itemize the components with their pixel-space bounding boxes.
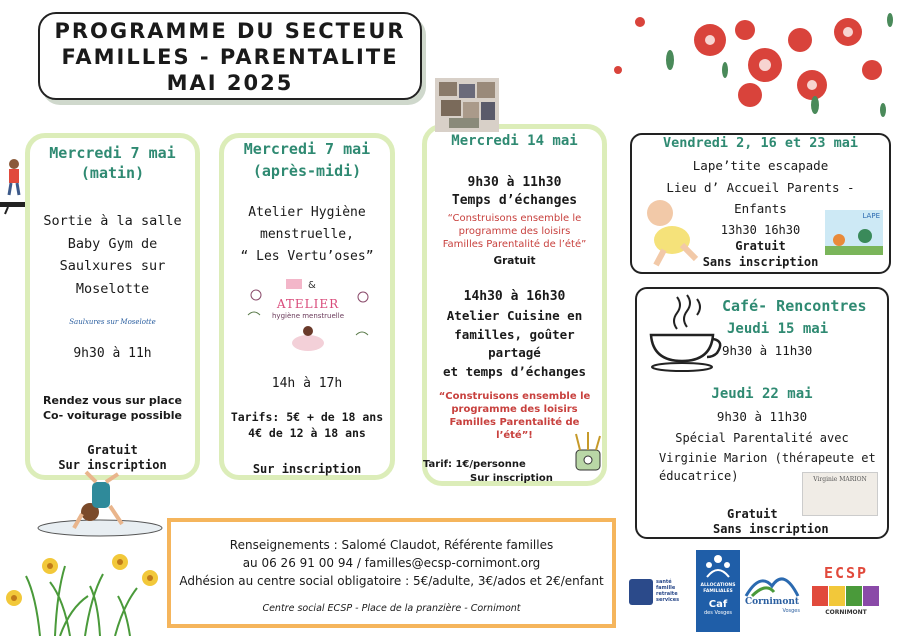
caf-family-icon bbox=[703, 553, 733, 579]
saulxures-logo: Saulxures sur Moselotte bbox=[69, 318, 156, 326]
atelier-poster bbox=[238, 275, 378, 355]
msa-mark bbox=[629, 579, 653, 605]
caf-logo bbox=[696, 550, 740, 632]
title-line-3: MAI 2025 bbox=[166, 71, 294, 95]
ecsp-title: ECSP bbox=[823, 564, 869, 582]
cornimont-mountains-icon bbox=[744, 570, 800, 598]
info-line3: Adhésion au centre social obligatoire : 5€/adulte, 3€/ados et 2€/enfant bbox=[179, 574, 604, 588]
card2-tarif2: 4€ de 12 à 18 ans bbox=[248, 426, 366, 440]
title-line-1: PROGRAMME DU SECTEUR bbox=[54, 19, 406, 43]
card1-registration: Sur inscription bbox=[58, 458, 167, 472]
quote-line: programme des loisirs bbox=[458, 226, 571, 237]
laep-registration: Sans inscription bbox=[702, 255, 819, 269]
flowers-decoration bbox=[600, 0, 900, 125]
baby-illustration bbox=[642, 195, 702, 270]
coffee-cup-icon bbox=[647, 293, 727, 373]
cafe-day1: Jeudi 15 mai bbox=[727, 321, 829, 337]
caf-name: Caf bbox=[708, 599, 728, 610]
ecsp-sub: CORNIMONT bbox=[825, 609, 867, 616]
laep-desc2: Enfants bbox=[734, 201, 787, 216]
card1-activity-line: Moselotte bbox=[75, 280, 150, 297]
cafe-special1: Spécial Parentalité avec bbox=[675, 431, 849, 445]
cafe-special3: éducatrice) bbox=[659, 469, 739, 483]
business-card-image bbox=[802, 472, 878, 516]
lape-logo bbox=[825, 210, 883, 255]
cornimont-name: Cornimont bbox=[744, 597, 800, 607]
card2-activity-line: Atelier Hygiène bbox=[248, 205, 366, 220]
msa-text bbox=[656, 579, 679, 603]
card1-day: Mercredi 7 mai bbox=[49, 144, 176, 162]
quote-line: “Construisons ensemble le bbox=[438, 391, 591, 402]
cooking-pot-icon bbox=[570, 432, 606, 474]
cafe-title: Café- Rencontres bbox=[722, 297, 867, 315]
cafe-rencontres-box bbox=[635, 287, 889, 539]
msa-text-line: famille bbox=[656, 585, 676, 591]
card1-price: Gratuit bbox=[87, 443, 138, 457]
cafe-day2: Jeudi 22 mai bbox=[711, 386, 813, 402]
caf-allocations: ALLOCATIONS bbox=[700, 583, 736, 588]
cafe-special2: Virginie Marion (thérapeute et bbox=[659, 451, 876, 465]
event-card-mercredi-14 bbox=[422, 124, 607, 486]
card1-activity-line: Baby Gym de bbox=[67, 235, 158, 252]
cafe-registration: Sans inscription bbox=[713, 522, 829, 536]
laep-time: 13h30 16h30 bbox=[720, 223, 801, 237]
laep-name: Lape’tite escapade bbox=[692, 158, 829, 173]
card1-activity-line: Sortie à la salle bbox=[43, 213, 182, 229]
gym-kid-illustration bbox=[30, 470, 170, 540]
photo-collage bbox=[435, 78, 499, 132]
card2-activity-line: “ Les Vertu’oses” bbox=[240, 249, 374, 264]
lape-logo-text: LAPE bbox=[862, 212, 880, 220]
card2-tarif1: Tarifs: 5€ + de 18 ans bbox=[230, 410, 384, 424]
event-line: familles, goûter bbox=[454, 326, 575, 342]
card1-meet: Rendez vous sur place bbox=[43, 394, 182, 407]
event-line: Atelier Cuisine en bbox=[446, 308, 583, 323]
card2-activity-line: menstruelle, bbox=[260, 227, 354, 242]
cafe-time2: 9h30 à 11h30 bbox=[716, 409, 808, 424]
card1-activity bbox=[30, 210, 195, 300]
quote-line: “Construisons ensemble le bbox=[447, 213, 582, 224]
card3-registration: Sur inscription bbox=[470, 473, 553, 484]
card3-tarif: Tarif: 1€/personne bbox=[423, 459, 526, 470]
card1-activity-line: Saulxures sur bbox=[59, 258, 166, 274]
caf-familiales: FAMILIALES bbox=[703, 589, 733, 594]
ecsp-puzzle-icon bbox=[812, 586, 880, 608]
card2-registration: Sur inscription bbox=[252, 462, 362, 476]
page-title bbox=[38, 12, 422, 100]
svg-text:&: & bbox=[308, 280, 316, 291]
poster-subtitle: hygiène menstruelle bbox=[271, 312, 344, 320]
cornimont-logo bbox=[744, 570, 800, 618]
event-line: partagé bbox=[488, 345, 541, 360]
card3-day: Mercredi 14 mai bbox=[451, 133, 578, 149]
msa-text-line: services bbox=[656, 597, 680, 603]
card3-event2 bbox=[427, 307, 602, 381]
laep-price: Gratuit bbox=[735, 239, 786, 253]
msa-text-line: retraite bbox=[656, 591, 678, 597]
info-box bbox=[167, 518, 616, 628]
laep-desc1: Lieu d’ Accueil Parents - bbox=[666, 180, 855, 195]
quote-line: Familles Parentalité de bbox=[449, 417, 580, 428]
laep-box bbox=[630, 133, 891, 274]
cafe-price: Gratuit bbox=[727, 507, 778, 521]
msa-logo bbox=[629, 579, 687, 607]
caf-departement: des Vosges bbox=[704, 610, 732, 616]
laep-day: Vendredi 2, 16 et 23 mai bbox=[662, 135, 859, 151]
event-card-mercredi-7-apres-midi bbox=[219, 133, 395, 480]
business-card-name: Virginie MARION bbox=[813, 476, 867, 483]
grass-flowers-decoration bbox=[0, 550, 165, 636]
card2-time: 14h à 17h bbox=[271, 376, 343, 391]
quote-line: l’été”! bbox=[496, 430, 533, 441]
card3-event1: Temps d’échanges bbox=[451, 193, 578, 208]
cafe-time1: 9h30 à 11h30 bbox=[722, 343, 813, 358]
card2-day: Mercredi 7 mai bbox=[243, 140, 371, 158]
event-line: et temps d’échanges bbox=[443, 363, 586, 379]
ecsp-logo bbox=[806, 562, 886, 620]
card1-carpool: Co- voiturage possible bbox=[42, 409, 183, 422]
info-footer: Centre social ECSP - Place de la pranzière - Cornimont bbox=[262, 603, 521, 614]
info-line2: au 06 26 91 00 94 / familles@ecsp-cornimont.org bbox=[242, 556, 541, 570]
cornimont-sub: Vosges bbox=[782, 608, 800, 614]
card3-quote1 bbox=[427, 212, 602, 251]
poster-title: ATELIER bbox=[276, 297, 340, 311]
lape-logo-drawing bbox=[825, 220, 883, 255]
title-line-2: FAMILLES - PARENTALITE bbox=[61, 45, 399, 69]
msa-text-line: santé bbox=[656, 579, 672, 585]
event-card-mercredi-7-matin bbox=[25, 133, 200, 480]
card2-when: (après-midi) bbox=[252, 162, 362, 180]
quote-line: programme des loisirs bbox=[451, 404, 578, 415]
card2-activity bbox=[224, 202, 390, 268]
card1-time: 9h30 à 11h bbox=[73, 346, 152, 361]
card3-time1: 9h30 à 11h30 bbox=[467, 175, 562, 190]
quote-line: Familles Parentalité de l’été” bbox=[442, 239, 587, 250]
card3-time2: 14h30 à 16h30 bbox=[463, 289, 566, 304]
info-line1: Renseignements : Salomé Claudot, Référente familles bbox=[229, 538, 554, 552]
card1-when: (matin) bbox=[80, 164, 145, 182]
card3-price1: Gratuit bbox=[493, 255, 536, 267]
